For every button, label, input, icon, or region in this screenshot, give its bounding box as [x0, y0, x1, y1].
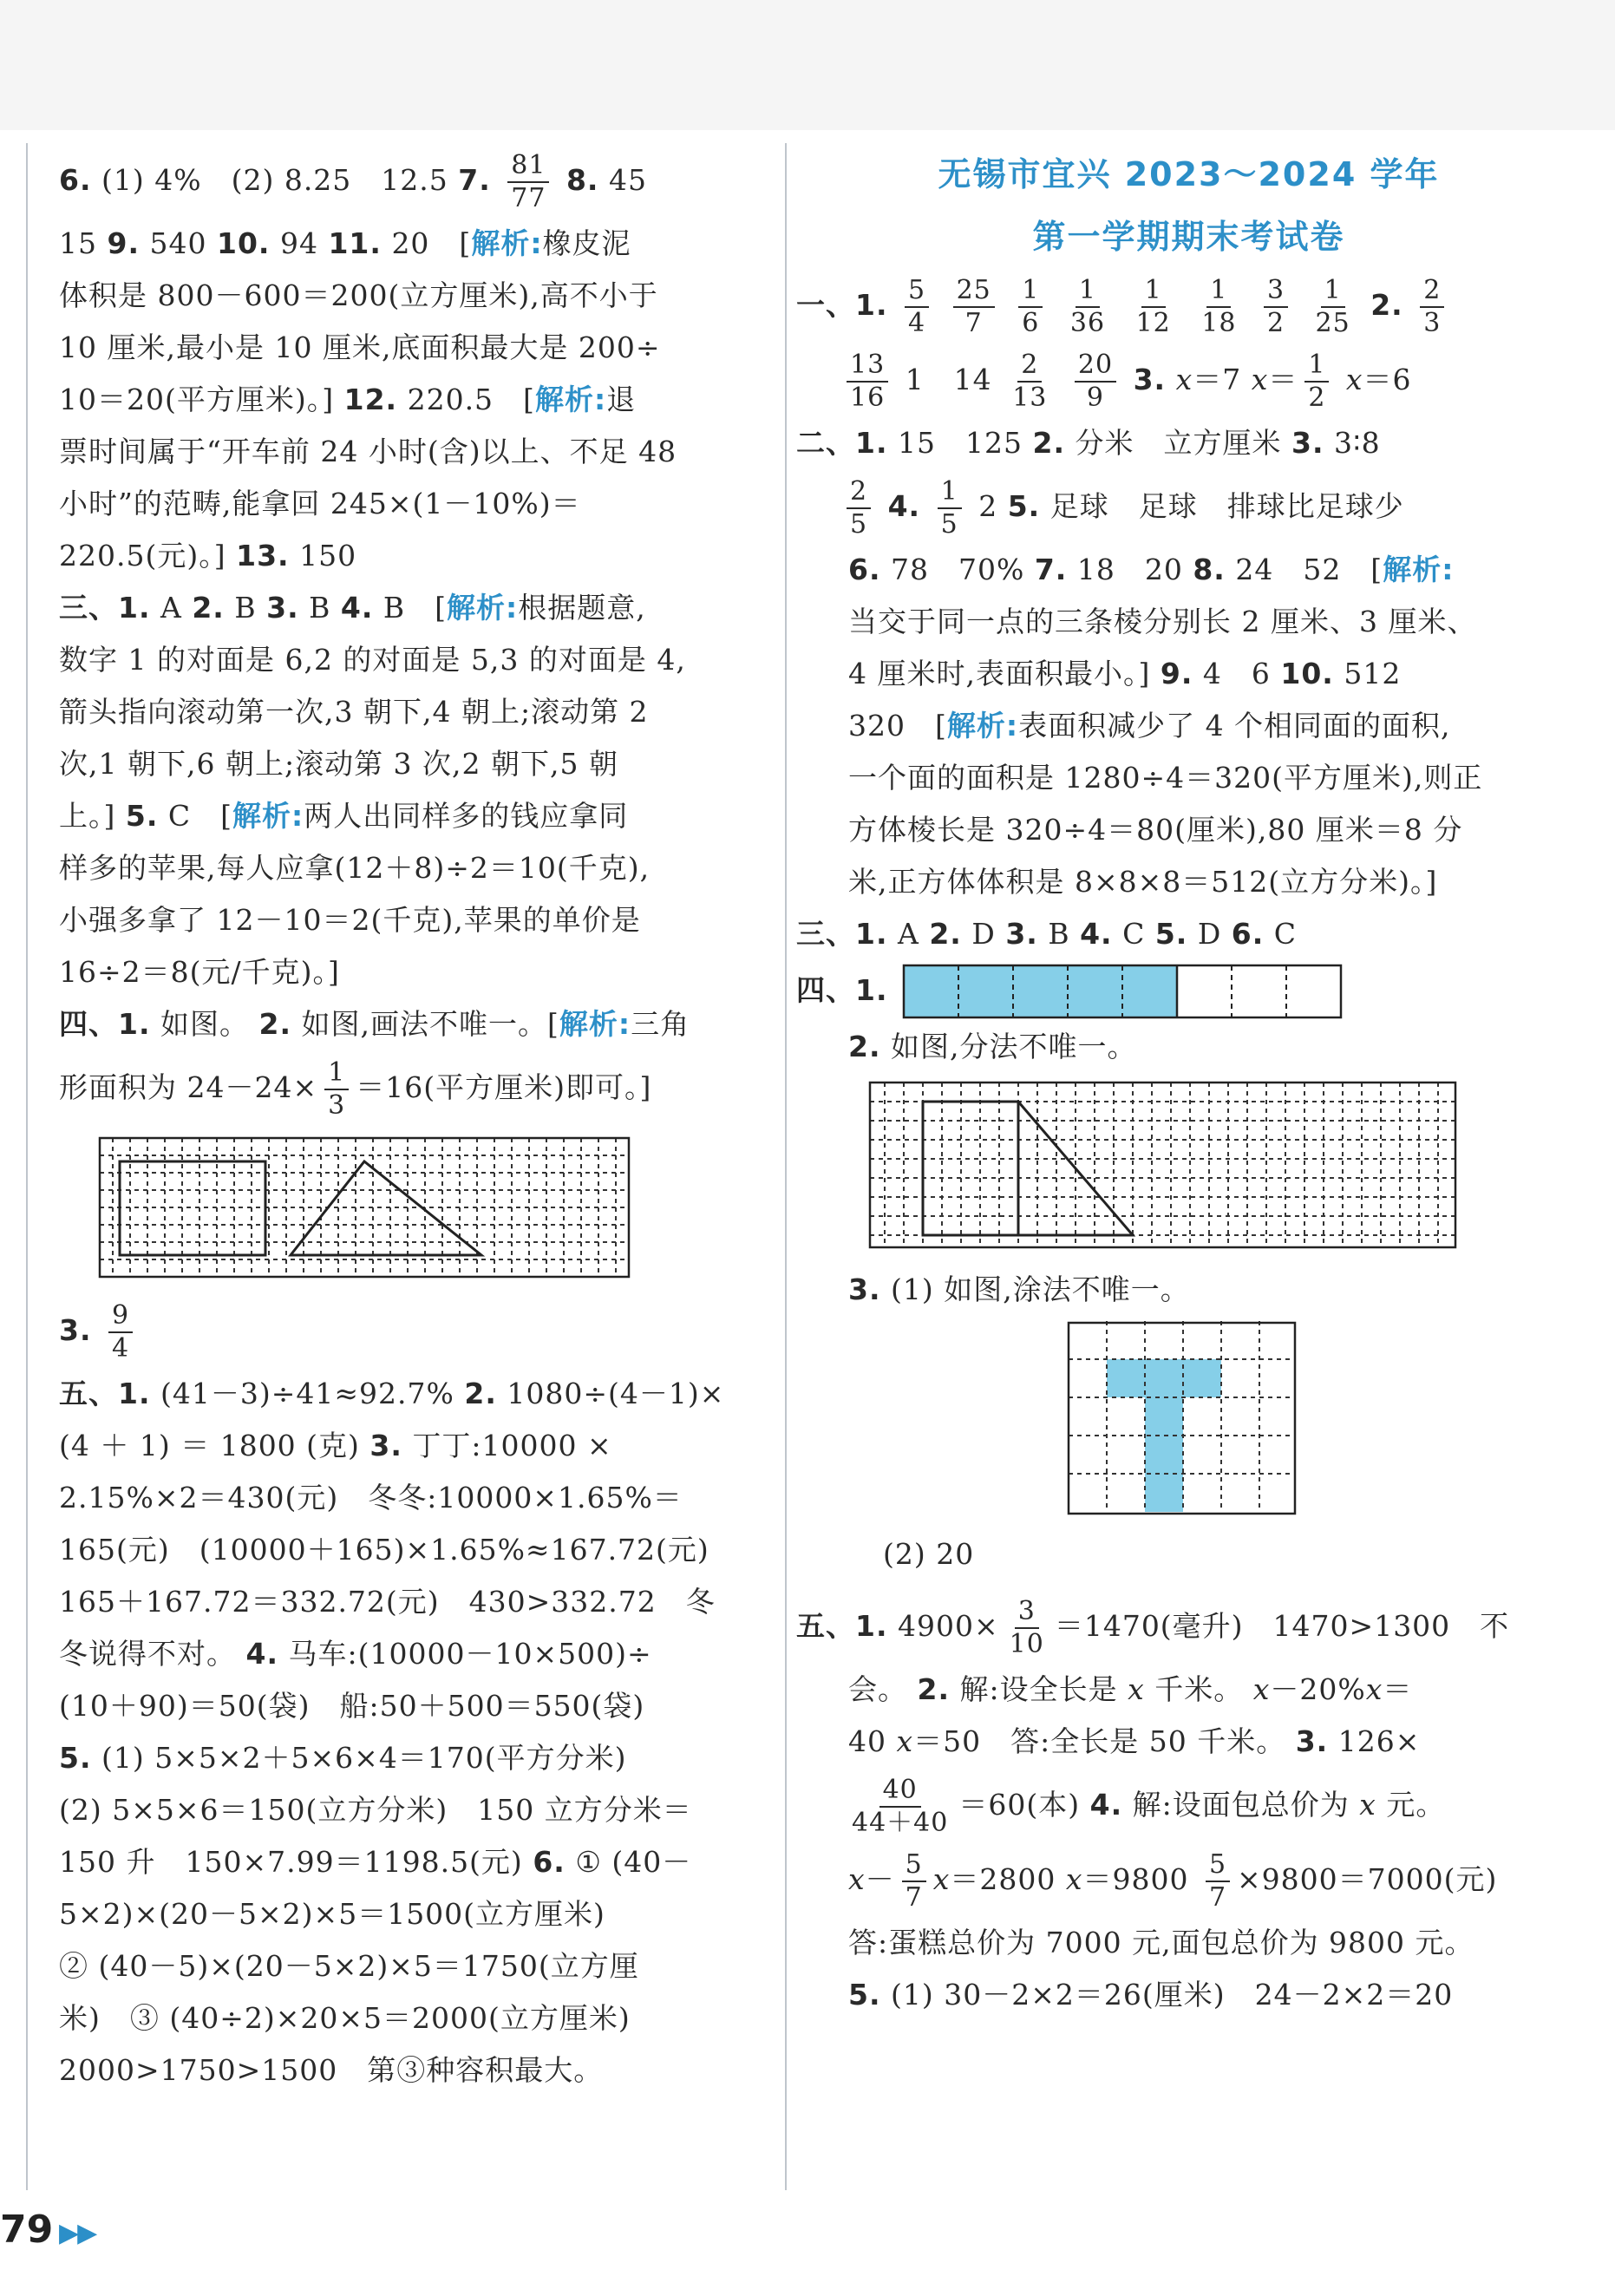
item-number: 4.: [887, 489, 921, 523]
numerator: 2: [1420, 275, 1444, 308]
answer-text: 冬说得不对。: [59, 1637, 236, 1671]
fraction: [1009, 350, 1050, 414]
item-number: 6.: [533, 1845, 566, 1879]
answer-line: 体积是 800－600＝200(立方厘米),高不小于: [59, 278, 658, 312]
left-column: [59, 143, 762, 2096]
answer-text: 足球 足球 排球比足球少: [1049, 489, 1404, 523]
answer-line: 答:蛋糕总价为 7000 元,面包总价为 9800 元。: [848, 1926, 1474, 1959]
answer-text: (1) 如图,涂法不唯一。: [891, 1272, 1190, 1306]
answer-text: 540: [149, 226, 207, 260]
section-number: 三、1.: [796, 917, 888, 951]
item-number: 2.: [192, 591, 225, 625]
answer-text: ＝: [1383, 1672, 1413, 1706]
variable: x: [932, 1862, 951, 1896]
item-number: 6.: [59, 163, 92, 197]
answer-line: [796, 1716, 1581, 1768]
answer-line: 2.15%×2＝430(元) 冬冬:10000×1.65%＝: [59, 1481, 683, 1514]
answer-line: 箭头指向滚动第一次,3 朝下,4 朝上;滚动第 2: [59, 695, 649, 729]
denominator: 36: [1069, 308, 1106, 338]
answer-text: 4 厘米时,表面积最小。]: [848, 657, 1151, 690]
answer-text: (1) 4% (2) 8.25 12.5: [101, 163, 448, 197]
answer-text: 15 125: [898, 426, 1023, 460]
denominator: 2: [1266, 308, 1285, 338]
answer-line: [59, 530, 762, 582]
item-number: 10.: [1280, 657, 1334, 690]
section-number: 二、1.: [796, 426, 888, 460]
section-number: 三、1.: [59, 591, 151, 625]
numerator: 1: [1018, 275, 1043, 308]
answer-line: 小强多拿了 12－10＝2(千克),苹果的单价是: [59, 903, 641, 937]
answer-text: B: [234, 591, 257, 625]
denominator: 7: [905, 1882, 923, 1913]
item-number: 2.: [1032, 426, 1065, 460]
answer-line: [796, 700, 1581, 752]
fraction: [507, 150, 549, 214]
answer-line: 5×2)×(20－5×2)×5＝1500(立方厘米): [59, 1897, 605, 1931]
answer-text: 20 [: [391, 226, 472, 260]
answer-text: 丁丁:10000 ×: [412, 1429, 612, 1462]
item-number: 7.: [1034, 553, 1068, 586]
answer-text: D: [1197, 917, 1222, 951]
answer-text: 150: [299, 539, 357, 572]
item-number: 3.: [369, 1429, 402, 1462]
item-number: 3.: [1295, 1724, 1329, 1758]
answer-line: [796, 648, 1581, 700]
answer-line: [59, 218, 762, 270]
numerator: 9: [108, 1300, 133, 1333]
answer-text: 如图,分法不唯一。: [891, 1030, 1137, 1063]
item-number: 13.: [236, 539, 290, 572]
item-number: 5.: [59, 1741, 92, 1775]
analysis-label: 解析:: [447, 591, 519, 625]
answer-text: 2: [978, 489, 998, 523]
t-shape-top: [1107, 1359, 1221, 1397]
answer-text: 512: [1344, 657, 1402, 690]
top-band: [0, 0, 1615, 130]
item-number: 5.: [848, 1978, 881, 2011]
fraction: [1006, 1596, 1048, 1660]
denominator: 9: [1086, 383, 1105, 413]
numerator: 1: [938, 476, 962, 509]
fraction: [905, 275, 929, 339]
answer-line: [796, 960, 1581, 1021]
denominator: 6: [1022, 308, 1040, 338]
column-divider: [785, 143, 787, 2190]
answer-line: [796, 544, 1581, 596]
numerator: 1: [1141, 275, 1166, 308]
fraction: [1206, 1849, 1230, 1913]
answer-text: (41－3)÷41≈92.7%: [160, 1377, 454, 1410]
answer-text: 表面积减少了 4 个相同面的面积,: [1018, 709, 1451, 742]
t-shape-stem: [1145, 1397, 1183, 1512]
fraction: [1198, 275, 1239, 339]
denominator: 5: [940, 509, 958, 540]
item-number: 3.: [1291, 426, 1324, 460]
fraction: [1075, 350, 1116, 414]
answer-text: C [: [167, 799, 232, 833]
answer-text: ＝2800: [950, 1862, 1056, 1896]
item-number: 4.: [245, 1637, 278, 1671]
answer-line: 小时”的范畴,能拿回 245×(1－10%)＝: [59, 487, 581, 520]
answer-line: 方体棱长是 320÷4＝80(厘米),80 厘米＝8 分: [848, 813, 1463, 847]
answer-line: ② (40－5)×(20－5×2)×5＝1750(立方厘: [59, 1949, 639, 1983]
answer-line: [59, 582, 762, 634]
variable: x: [1128, 1672, 1145, 1706]
numerator: 81: [507, 150, 549, 183]
answer-line: (2) 5×5×6＝150(立方分米) 150 立方分米＝: [59, 1793, 692, 1827]
item-number: 9.: [1160, 657, 1193, 690]
denominator: 77: [511, 183, 546, 213]
answer-text: －20%: [1270, 1672, 1366, 1706]
variable: x: [1359, 1788, 1376, 1822]
answer-text: (1) 5×5×2＋5×6×4＝170(平方分米): [101, 1741, 627, 1775]
exam-subtitle: 第一学期期末考试卷: [1032, 218, 1345, 256]
answer-text: 18 20: [1076, 553, 1183, 586]
answer-text: 根据题意,: [518, 591, 646, 625]
answer-text: 320 [: [848, 709, 947, 742]
answer-text: ＝9800: [1082, 1862, 1189, 1896]
analysis-label: 解析:: [559, 1007, 631, 1041]
answer-text: ＝16(平方厘米)即可。]: [356, 1070, 652, 1104]
denominator: 7: [1208, 1882, 1227, 1913]
answer-line: [796, 908, 1581, 960]
denominator: 3: [328, 1090, 346, 1121]
item-number: 2.: [1370, 288, 1403, 322]
fraction: [1312, 275, 1354, 339]
answer-text: 解:设全长是: [959, 1672, 1118, 1706]
left-margin-rule: [26, 143, 28, 2190]
answer-text: 3∶8: [1333, 426, 1381, 460]
numerator: 40: [879, 1775, 921, 1808]
item-number: 10.: [217, 226, 271, 260]
item-number: 2.: [464, 1377, 497, 1410]
denominator: 44＋40: [852, 1808, 949, 1838]
answer-text: 126×: [1337, 1724, 1421, 1758]
grid-figure-trapezoid: [866, 1078, 1460, 1252]
item-number: 5.: [125, 799, 159, 833]
answer-text: 会。: [848, 1672, 907, 1706]
answer-text: ＝: [1268, 363, 1298, 396]
answer-text: 元。: [1386, 1788, 1446, 1822]
answer-text: 220.5 [: [407, 383, 535, 416]
answer-text: ×9800＝7000(元): [1237, 1862, 1498, 1896]
answer-line: 165(元) (10000＋165)×1.65%≈167.72(元): [59, 1533, 709, 1567]
analysis-label: 解析:: [471, 226, 543, 260]
answer-text: 15: [59, 226, 97, 260]
item-number: 5.: [1007, 489, 1041, 523]
answer-line: 数字 1 的对面是 6,2 的对面是 5,3 的对面是 4,: [59, 643, 686, 677]
section-number: 五、1.: [59, 1377, 151, 1410]
section-number: 四、1.: [59, 1007, 151, 1041]
answer-line: 次,1 朝下,6 朝上;滚动第 3 次,2 朝下,5 朝: [59, 747, 618, 781]
item-number: 8.: [566, 163, 599, 197]
answer-line: 米) ③ (40÷2)×20×5＝2000(立方厘米): [59, 2001, 631, 2035]
fraction: [847, 476, 871, 540]
shaded-bar-part: [904, 965, 1177, 1017]
numerator: 5: [905, 275, 929, 308]
numerator: 3: [1015, 1596, 1039, 1629]
denominator: 12: [1135, 308, 1171, 338]
answer-text: 如图,画法不唯一。[: [301, 1007, 559, 1041]
page-number: 79: [0, 2208, 54, 2252]
answer-line: [796, 1842, 1581, 1917]
answer-text: 解:设面包总价为: [1132, 1788, 1350, 1822]
denominator: 4: [112, 1333, 130, 1364]
section-number: 四、1.: [796, 973, 888, 1007]
right-column: [796, 143, 1581, 2021]
answer-text: 形面积为 24－24×: [59, 1070, 318, 1104]
denominator: 25: [1315, 308, 1350, 338]
item-number: 3.: [848, 1272, 881, 1306]
answer-text: ＝1470(毫升) 1470>1300 不: [1054, 1609, 1510, 1643]
numerator: 2: [1017, 350, 1042, 383]
analysis-label: 解析:: [232, 799, 304, 833]
fraction: [108, 1300, 133, 1364]
answer-text: 220.5(元)。]: [59, 539, 226, 572]
answer-line: 一个面的面积是 1280÷4＝320(平方厘米),则正: [848, 761, 1483, 795]
fraction: [324, 1057, 349, 1122]
answer-line: [59, 790, 762, 842]
numerator: 1: [324, 1057, 349, 1090]
item-number: 2.: [258, 1007, 291, 1041]
numerator: 2: [847, 476, 871, 509]
answer-text: A: [898, 917, 919, 951]
answer-line: 10 厘米,最小是 10 厘米,底面积最大是 200÷: [59, 330, 661, 364]
fraction: [1420, 275, 1444, 339]
answer-text: 4 6: [1202, 657, 1271, 690]
answer-text: －: [865, 1862, 895, 1896]
answer-line: 16÷2＝8(元/千克)。]: [59, 955, 340, 989]
answer-line: [59, 1732, 762, 1784]
variable: x: [1175, 363, 1193, 396]
bar-diagram-fraction: [902, 960, 1344, 1021]
item-number: 6.: [1231, 917, 1265, 951]
answer-text: B: [1048, 917, 1070, 951]
answer-text: 150 升 150×7.99＝1198.5(元): [59, 1845, 523, 1879]
answer-text: 1 14: [905, 363, 992, 396]
denominator: 5: [850, 509, 868, 540]
answer-line: [796, 1021, 1581, 1073]
answer-line: [796, 343, 1581, 417]
fraction: [938, 476, 962, 540]
answer-text: 24 52 [: [1235, 553, 1383, 586]
denominator: 4: [908, 308, 926, 338]
analysis-label: 解析:: [946, 709, 1019, 742]
item-number: 3.: [59, 1313, 92, 1347]
answer-line: [59, 1420, 762, 1472]
answer-text: 40: [848, 1724, 886, 1758]
answer-text: ＝7: [1193, 363, 1242, 396]
answer-line: [796, 417, 1581, 469]
denominator: 16: [850, 383, 886, 413]
fraction: [1264, 275, 1288, 339]
dotted-grid-lines: [870, 1083, 1455, 1247]
answer-line: [796, 1589, 1581, 1664]
answer-line: [59, 1836, 762, 1888]
variable: x: [848, 1862, 866, 1896]
answer-text: 分米 立方厘米: [1075, 426, 1282, 460]
fraction: [1133, 275, 1174, 339]
trapezoid-shape: [923, 1102, 1133, 1235]
numerator: 1: [1076, 275, 1100, 308]
numerator: 3: [1264, 275, 1288, 308]
item-number: 6.: [848, 553, 881, 586]
answer-line: [796, 469, 1581, 544]
answer-text: D: [971, 917, 996, 951]
fraction: [847, 350, 888, 414]
answer-text: B [: [382, 591, 447, 625]
denominator: 18: [1201, 308, 1237, 338]
answer-text: 如图。: [160, 1007, 249, 1041]
variable: x: [1251, 363, 1269, 396]
answer-line: 当交于同一点的三条棱分别长 2 厘米、3 厘米、: [848, 605, 1477, 638]
denominator: 13: [1012, 383, 1048, 413]
answer-line: (2) 20: [883, 1537, 975, 1571]
answer-line: 票时间属于“开车前 24 小时(含)以上、不足 48: [59, 435, 677, 468]
answer-text: 45: [608, 163, 647, 197]
fraction: [1067, 275, 1108, 339]
answer-text: ＝60(本): [958, 1788, 1081, 1822]
answer-line: [59, 374, 762, 426]
item-number: 3.: [266, 591, 299, 625]
grid-figure-rect-triangle: [95, 1134, 633, 1281]
fraction: [1304, 350, 1329, 414]
answer-line: [59, 998, 762, 1050]
variable: x: [1065, 1862, 1083, 1896]
item-number: 2.: [848, 1030, 881, 1063]
item-number: 4.: [1080, 917, 1113, 951]
answer-text: 两人出同样多的钱应拿同: [304, 799, 629, 833]
fraction: [1018, 275, 1043, 339]
fraction: [902, 1849, 926, 1913]
numerator: 25: [953, 275, 995, 308]
answer-line: 165＋167.72＝332.72(元) 430>332.72 冬: [59, 1585, 716, 1619]
answer-text: 马车:(10000－10×500)÷: [288, 1637, 652, 1671]
variable: x: [1345, 363, 1363, 396]
answer-text: ① (40－: [575, 1845, 692, 1879]
answer-text: (4 ＋ 1) ＝ 1800 (克): [59, 1429, 360, 1462]
answer-line: [796, 1664, 1581, 1716]
answer-line: 2000>1750>1500 第③种容积最大。: [59, 2053, 604, 2087]
answer-text: A: [160, 591, 182, 625]
variable: x: [896, 1724, 914, 1758]
answer-line: 样多的苹果,每人应拿(12＋8)÷2＝10(千克),: [59, 851, 651, 885]
numerator: 1: [1321, 275, 1345, 308]
grid-border: [870, 1083, 1455, 1247]
answer-line: [796, 1264, 1581, 1316]
numerator: 5: [902, 1849, 926, 1882]
answer-text: 三角: [631, 1007, 690, 1041]
numerator: 1: [1304, 350, 1329, 383]
answer-line: 米,正方体体积是 8×8×8＝512(立方分米)。]: [848, 865, 1438, 899]
fraction: [848, 1775, 951, 1839]
numerator: 1: [1206, 275, 1231, 308]
fraction: [953, 275, 995, 339]
item-number: 12.: [343, 383, 398, 416]
answer-text: 上。]: [59, 799, 116, 833]
item-number: 4.: [1089, 1788, 1123, 1822]
numerator: 20: [1075, 350, 1116, 383]
answer-line: [59, 1628, 762, 1680]
answer-line: [796, 1768, 1581, 1842]
answer-text: 1080÷(4－1)×: [507, 1377, 725, 1410]
analysis-label: 解析:: [1383, 553, 1455, 586]
answer-text: C: [1122, 917, 1146, 951]
item-number: 7.: [458, 163, 491, 197]
answer-text: C: [1273, 917, 1298, 951]
answer-line: [796, 268, 1581, 343]
answer-text: B: [309, 591, 331, 625]
answer-line: [59, 1368, 762, 1420]
answer-text: 10＝20(平方厘米)。]: [59, 383, 335, 416]
answer-text: 橡皮泥: [542, 226, 631, 260]
denominator: 3: [1423, 308, 1442, 338]
rectangle-shape: [120, 1161, 265, 1255]
answer-text: ＝50 答:全长是 50 千米。: [913, 1724, 1286, 1758]
item-number: 3.: [1133, 363, 1167, 396]
section-number: 一、1.: [796, 288, 888, 322]
exam-title: 无锡市宜兴 2023～2024 学年: [938, 155, 1440, 193]
variable: x: [1252, 1672, 1271, 1706]
analysis-label: 解析:: [534, 383, 607, 416]
section-number: 五、1.: [796, 1609, 888, 1643]
denominator: 2: [1308, 383, 1326, 413]
item-number: 2.: [929, 917, 962, 951]
item-number: 5.: [1154, 917, 1188, 951]
answer-text: 94: [279, 226, 318, 260]
numerator: 13: [847, 350, 888, 383]
denominator: 10: [1009, 1629, 1044, 1659]
next-arrow-icon: ▶▶: [59, 2218, 96, 2248]
answer-text: 78 70%: [891, 553, 1025, 586]
answer-line: [59, 1293, 762, 1368]
answer-line: [59, 1050, 762, 1125]
answer-text: 4900×: [898, 1609, 999, 1643]
grid-figure-t-shape: [1061, 1321, 1299, 1516]
item-number: 3.: [1005, 917, 1038, 951]
item-number: 2.: [917, 1672, 950, 1706]
item-number: 4.: [340, 591, 374, 625]
denominator: 7: [964, 308, 983, 338]
item-number: 9.: [107, 226, 140, 260]
item-number: 11.: [328, 226, 382, 260]
answer-line: [59, 143, 762, 218]
variable: x: [1365, 1672, 1383, 1706]
answer-line: (10＋90)＝50(袋) 船:50＋500＝550(袋): [59, 1689, 645, 1723]
answer-text: ＝6: [1363, 363, 1412, 396]
item-number: 8.: [1193, 553, 1226, 586]
answer-text: 退: [606, 383, 637, 416]
answer-text: 千米。: [1154, 1672, 1244, 1706]
numerator: 5: [1206, 1849, 1230, 1882]
answer-text: (1) 30－2×2＝26(厘米) 24－2×2＝20: [891, 1978, 1454, 2011]
answer-line: [796, 1969, 1581, 2021]
